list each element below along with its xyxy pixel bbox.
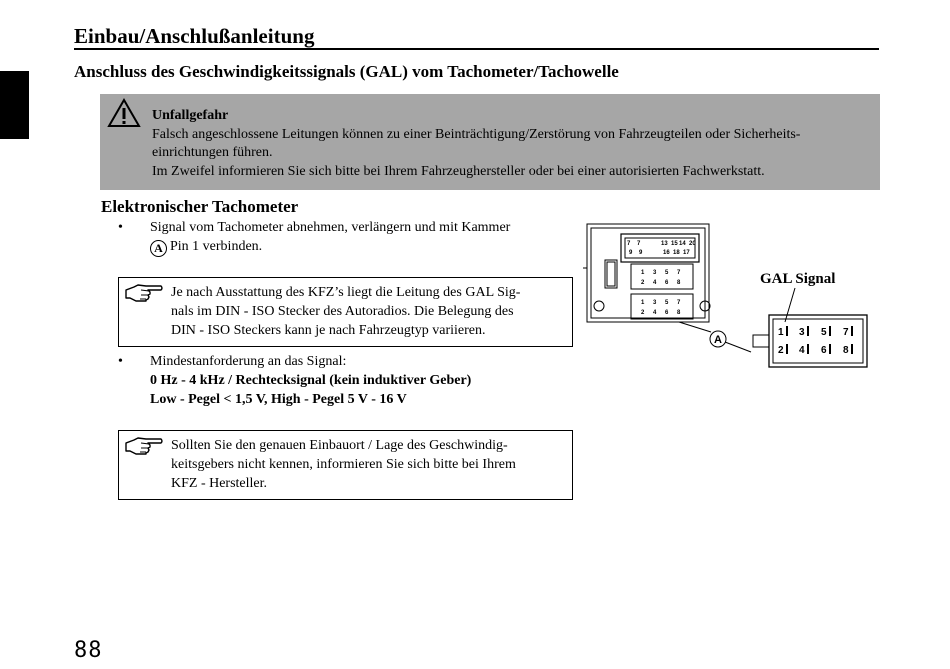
connector-pin: 6 (821, 345, 827, 356)
pin-number: 8 (677, 280, 681, 286)
pointing-hand-icon (124, 282, 164, 304)
warning-triangle-icon (107, 98, 141, 128)
pointer-line (725, 342, 751, 352)
header-number: 13 (661, 241, 668, 247)
warning-text-line: einrichtungen führen. (152, 145, 273, 160)
bullet-text-line: Mindestanforderung an das Signal: (150, 354, 347, 369)
pin-number: 1 (641, 300, 645, 306)
warning-title: Unfallgefahr (152, 108, 229, 123)
header-number: 7 (627, 241, 631, 247)
gal-pointer-line (785, 288, 795, 322)
signal-spec-line: 0 Hz - 4 kHz / Rechtecksignal (kein induktiver Geber) (150, 373, 472, 388)
warning-text-line: Im Zweifel informieren Sie sich bitte bei Ihrem Fahrzeughersteller oder bei einer autorisierten Fachwerkstatt. (152, 163, 765, 179)
chamber-a-marker: A (714, 334, 722, 346)
header-number: 9 (639, 250, 643, 256)
radio-pin-block-lower (641, 300, 681, 316)
note-box (118, 430, 573, 500)
pin-number: 7 (677, 270, 681, 276)
note-text-line: Sollten Sie den genauen Einbauort / Lage des Geschwindig- (171, 438, 508, 453)
header-number: 15 (671, 241, 678, 247)
header-number: 16 (663, 250, 670, 256)
header-number: 18 (673, 250, 680, 256)
connector-pin: 5 (821, 327, 827, 338)
chamber-a-marker: A (150, 240, 167, 257)
connector-pin: 7 (843, 327, 849, 338)
connector-pins (778, 327, 849, 356)
pin-number: 1 (641, 270, 645, 276)
chapter-tab (0, 71, 29, 139)
note-text-line: keitsgebers nicht kennen, informieren Sie sich bitte bei Ihrem (171, 457, 516, 472)
iso-connector-diagram (583, 218, 873, 368)
pin-number: 6 (665, 280, 669, 286)
header-number: 9 (629, 250, 633, 256)
connector-chamber-a (753, 315, 867, 367)
bullet-text-line: Pin 1 verbinden. (170, 239, 263, 254)
signal-spec-line: Low - Pegel < 1,5 V, High - Pegel 5 V - 16 V (150, 392, 407, 407)
pin-number: 2 (641, 280, 645, 286)
note-text-line: DIN - ISO Steckers kann je nach Fahrzeugtyp variieren. (171, 323, 486, 338)
pin-number: 5 (665, 270, 669, 276)
header-number: 20 (689, 241, 696, 247)
warning-box (100, 94, 880, 190)
bullet-symbol: • (118, 354, 123, 369)
note-text-line: nals im DIN - ISO Stecker des Autoradios. Die Belegung des (171, 304, 514, 319)
bullet-text-line: Signal vom Tachometer abnehmen, verlängern und mit Kammer (150, 220, 511, 235)
page-number: 88 (74, 638, 103, 663)
connector-pin: 8 (843, 345, 849, 356)
note-text-line: Je nach Ausstattung des KFZ’s liegt die Leitung des GAL Sig- (171, 285, 521, 300)
bullet-symbol: • (118, 220, 123, 235)
pin-number: 4 (653, 310, 657, 316)
pointer-line (679, 322, 711, 332)
pin-number: 6 (665, 310, 669, 316)
radio-pin-block-upper (641, 270, 681, 286)
warning-text-line: Falsch angeschlossene Leitungen können zu einer Beinträchtigung/Zerstörung von Fahrzeugteilen oder Sicherheits- (152, 126, 801, 142)
connector-pin: 1 (778, 327, 784, 338)
pin-number: 5 (665, 300, 669, 306)
connector-pin: 3 (799, 327, 805, 338)
pointing-hand-icon (124, 435, 164, 457)
header-number: 7 (637, 241, 641, 247)
connector-pin: 4 (799, 345, 805, 356)
radio-housing (583, 224, 710, 322)
section-title: Anschluss des Geschwindigkeitssignals (GAL) vom Tachometer/Tachowelle (74, 62, 619, 81)
subsection-title: Elektronischer Tachometer (101, 197, 299, 216)
pin-number: 4 (653, 280, 657, 286)
radio-header-pins (627, 241, 696, 256)
pin-number: 8 (677, 310, 681, 316)
header-number: 17 (683, 250, 690, 256)
page-title: Einbau/Anschlußanleitung (74, 24, 879, 50)
note-box (118, 277, 573, 347)
note-text-line: KFZ - Hersteller. (171, 476, 268, 491)
connector-pin: 2 (778, 345, 784, 356)
pin-number: 3 (653, 270, 657, 276)
gal-signal-label: GAL Signal (760, 271, 836, 287)
pin-number: 7 (677, 300, 681, 306)
pin-number: 2 (641, 310, 645, 316)
pin-number: 3 (653, 300, 657, 306)
header-number: 14 (679, 241, 686, 247)
